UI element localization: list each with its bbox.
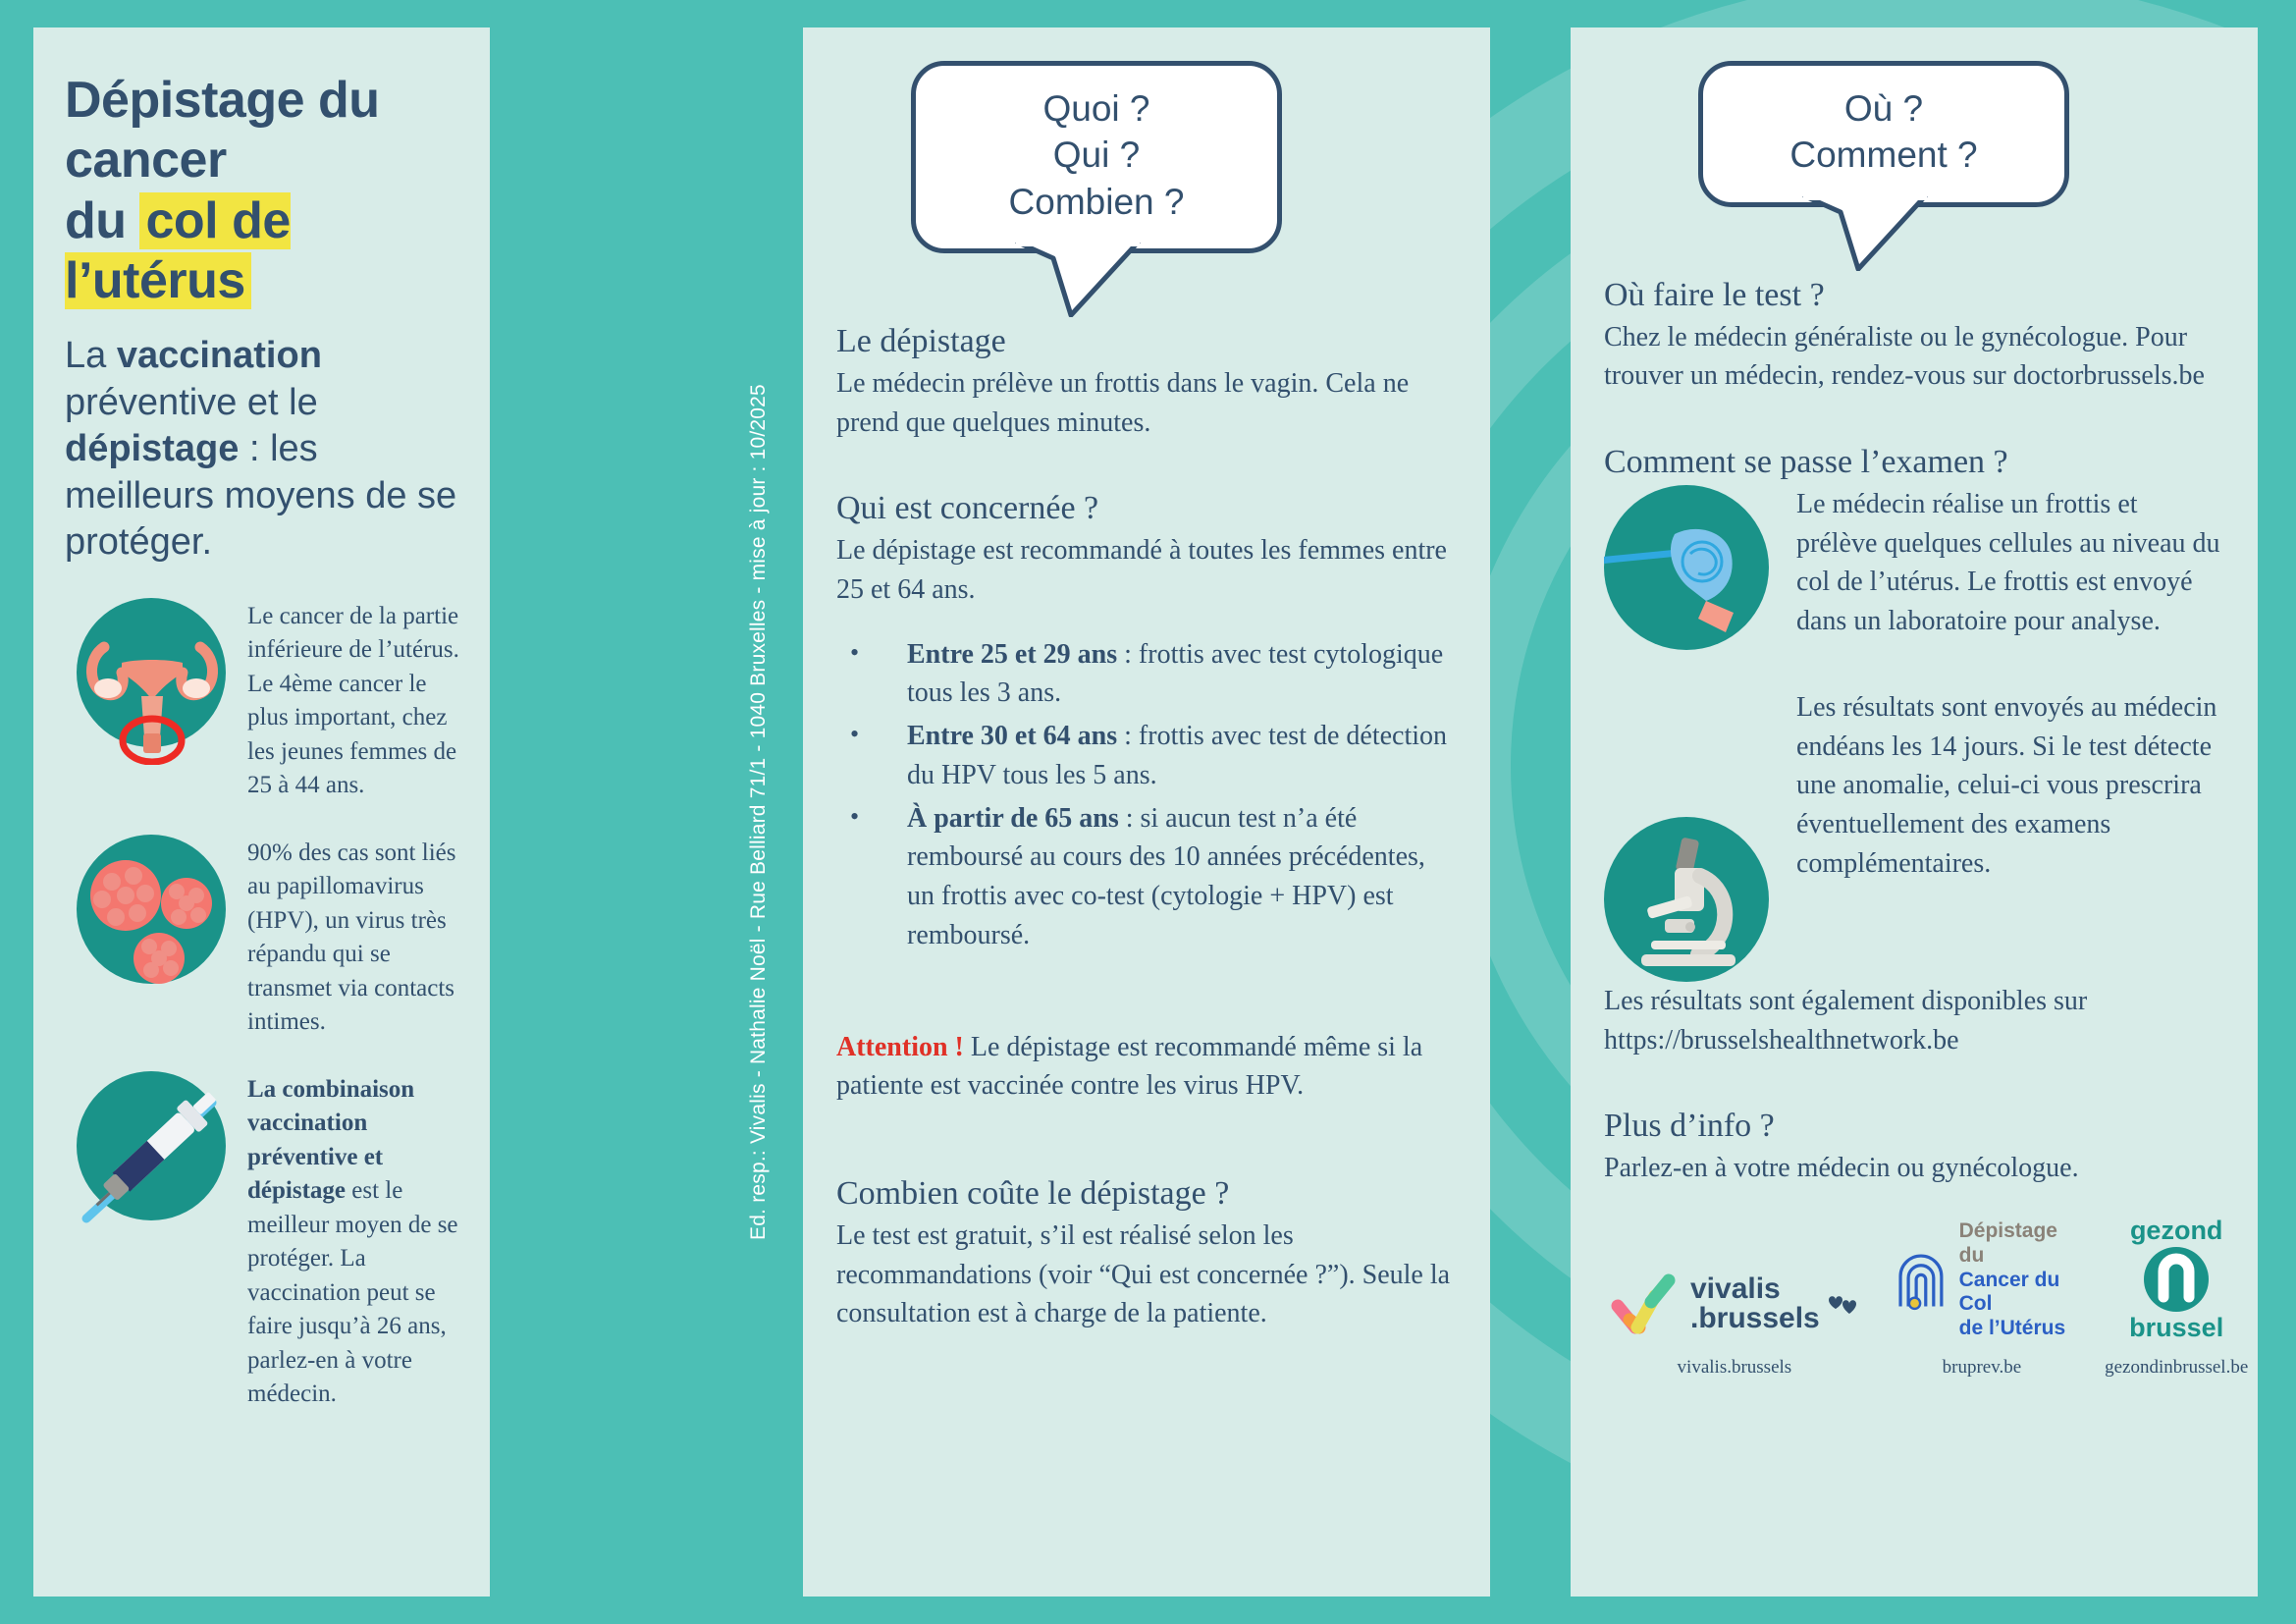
bruprev-logo[interactable] <box>1893 1219 2071 1379</box>
vivalis-hearts-icon <box>1826 1291 1859 1317</box>
heading-qui-est-concernee: Qui est concernée ? <box>836 490 1099 527</box>
info-text-vaccination <box>247 1063 462 1412</box>
syringe-illustration-icon <box>65 1063 240 1238</box>
vaccination-bold-lead: La combinaison vaccination préventive et dépistage <box>247 1075 415 1205</box>
subtitle-part: : les meilleurs moyens de se protéger. <box>65 428 457 564</box>
speech-bubble-quoi-qui-combien <box>911 61 1282 253</box>
text-combien-coute: Le test est gratuit, s’il est réalisé selon les recommandations (voir “Qui est concernée ?”). Seule la consultation est à charge de la patiente. <box>836 1219 1451 1329</box>
bubble-line-2: Qui ? <box>1052 135 1141 176</box>
vivalis-logo[interactable] <box>1610 1267 1859 1379</box>
spine-legal-notice <box>730 0 787 1624</box>
gezond-n-icon <box>2138 1244 2215 1315</box>
list-item <box>836 635 1457 714</box>
vivalis-check-icon <box>1610 1267 1684 1341</box>
text-plus-dinfo: Parlez-en à votre médecin ou gynécologue. <box>1604 1153 2079 1184</box>
info-block-uterus <box>65 590 462 803</box>
attention-body: Le dépistage est recommandé même si la patiente est vaccinée contre les virus HPV. <box>836 1031 1423 1102</box>
subtitle-part: La <box>65 335 117 377</box>
gloved-hand-swab-illustration-icon <box>1604 485 1769 650</box>
legal-text: Ed. resp.: Vivalis - Nathalie Noël - Rue Belliard 71/1 - 1040 Bruxelles - mise à jour : 10/2025 <box>747 384 770 1240</box>
bruprev-line1: Dépistage du <box>1958 1219 2057 1267</box>
bubble-line-1: Où ? <box>1843 88 1924 129</box>
title-highlight: col de l’utérus <box>65 191 291 310</box>
bullet-rest: : frottis avec test de détection du HPV tous les 5 ans. <box>907 721 1448 790</box>
bubble-line-3: Combien ? <box>1008 181 1185 222</box>
right-edge-strip <box>2258 0 2296 1624</box>
bubble-tail-icon <box>1801 196 1929 271</box>
speech-bubble-ou-comment <box>1698 61 2069 207</box>
subtitle-bold-vaccination: vaccination <box>116 335 322 377</box>
subtitle <box>65 333 462 567</box>
attention-notice <box>836 1028 1457 1107</box>
bullet-bold: À partir de 65 ans <box>907 802 1119 834</box>
uterus-illustration-icon <box>65 590 240 765</box>
title-line-1: Dépistage du cancer <box>65 72 380 189</box>
bubble-line-2: Comment ? <box>1789 135 1978 176</box>
info-block-vaccination <box>65 1063 462 1412</box>
vivalis-url[interactable]: vivalis.brussels <box>1677 1356 1792 1378</box>
text-exam-part2: Les résultats sont envoyés au médecin endéans les 14 jours. Si le test détecte une anomalie, celui-ci vous prescrira éventuellement des examens complémentaires. <box>1796 691 2217 879</box>
age-recommendation-list <box>836 635 1457 955</box>
bullet-rest: : si aucun test n’a été remboursé au cours des 10 années précédentes, un frottis avec co-test (cytologie + HPV) est remboursé. <box>907 802 1425 950</box>
exam-illustration-column <box>1604 485 1790 982</box>
bruprev-url[interactable]: bruprev.be <box>1942 1356 2022 1378</box>
exam-text-column <box>1790 485 2224 884</box>
text-exam-part3: Les résultats sont également disponibles sur https://brusselshealthnetwork.be <box>1604 985 2088 1056</box>
vivalis-name-line1: vivalis <box>1690 1272 1781 1305</box>
attention-label: Attention ! <box>836 1031 964 1062</box>
vivalis-name-line2: .brussels <box>1690 1301 1820 1334</box>
bruprev-line2: Cancer du Col <box>1958 1268 2060 1316</box>
bullet-bold: Entre 25 et 29 ans <box>907 638 1118 670</box>
partner-logos <box>1604 1215 2249 1379</box>
gezond-url[interactable]: gezondinbrussel.be <box>2105 1356 2249 1378</box>
heading-ou-faire-le-test: Où faire le test ? <box>1604 276 1825 313</box>
vaccination-rest: est le meilleur moyen de se protéger. La vaccination peut se faire jusqu’à 26 ans, parlez-en à votre médecin. <box>247 1177 458 1408</box>
heading-comment-se-passe-examen: Comment se passe l’examen ? <box>1604 444 2008 481</box>
microscope-illustration-icon <box>1604 817 1769 982</box>
bruprev-arch-icon <box>1893 1242 1949 1319</box>
bruprev-line3: de l’Utérus <box>1958 1317 2066 1340</box>
page-title <box>65 71 462 311</box>
info-text-uterus: Le cancer de la partie inférieure de l’utérus. Le 4ème cancer le plus important, chez les jeunes femmes de 25 à 44 ans. <box>247 602 459 799</box>
gezond-line1: gezond <box>2129 1215 2223 1245</box>
title-line-2-prefix: du <box>65 191 140 249</box>
subtitle-part: préventive et le <box>65 381 318 423</box>
text-exam-part1: Le médecin réalise un frottis et prélève quelques cellules au niveau du col de l’utérus. Le frottis est envoyé dans un laboratoire pour analyse. <box>1796 488 2220 637</box>
bubble-line-1: Quoi ? <box>1042 88 1150 129</box>
heading-combien-coute: Combien coûte le dépistage ? <box>836 1175 1230 1213</box>
gezond-line2: brussel <box>2129 1312 2224 1342</box>
heading-plus-dinfo: Plus d’info ? <box>1604 1108 1775 1145</box>
list-item <box>836 799 1457 955</box>
text-ou-faire-le-test: Chez le médecin généraliste ou le gynécologue. Pour trouver un médecin, rendez-vous sur doctorbrussels.be <box>1604 321 2205 392</box>
bullet-bold: Entre 30 et 64 ans <box>907 721 1118 752</box>
heading-le-depistage: Le dépistage <box>836 323 1006 360</box>
bubble-tail-icon <box>1014 243 1142 317</box>
column-what-who-howmuch <box>803 27 1490 1597</box>
text-qui-est-concernee: Le dépistage est recommandé à toutes les femmes entre 25 et 64 ans. <box>836 535 1447 605</box>
bullet-rest: : frottis avec test cytologique tous les 3 ans. <box>907 638 1444 709</box>
info-text-hpv: 90% des cas sont liés au papillomavirus (HPV), un virus très répandu qui se transmet via contacts intimes. <box>247 839 456 1036</box>
info-block-hpv <box>65 827 462 1040</box>
gezond-brussel-logo[interactable] <box>2105 1215 2249 1379</box>
column-intro <box>33 27 490 1597</box>
text-le-depistage: Le médecin prélève un frottis dans le vagin. Cela ne prend que quelques minutes. <box>836 367 1410 438</box>
list-item <box>836 717 1457 795</box>
column-where-how <box>1571 27 2258 1597</box>
exam-illustrations-and-text <box>1604 485 2224 982</box>
subtitle-bold-depistage: dépistage <box>65 428 240 470</box>
hpv-virus-illustration-icon <box>65 827 240 1001</box>
